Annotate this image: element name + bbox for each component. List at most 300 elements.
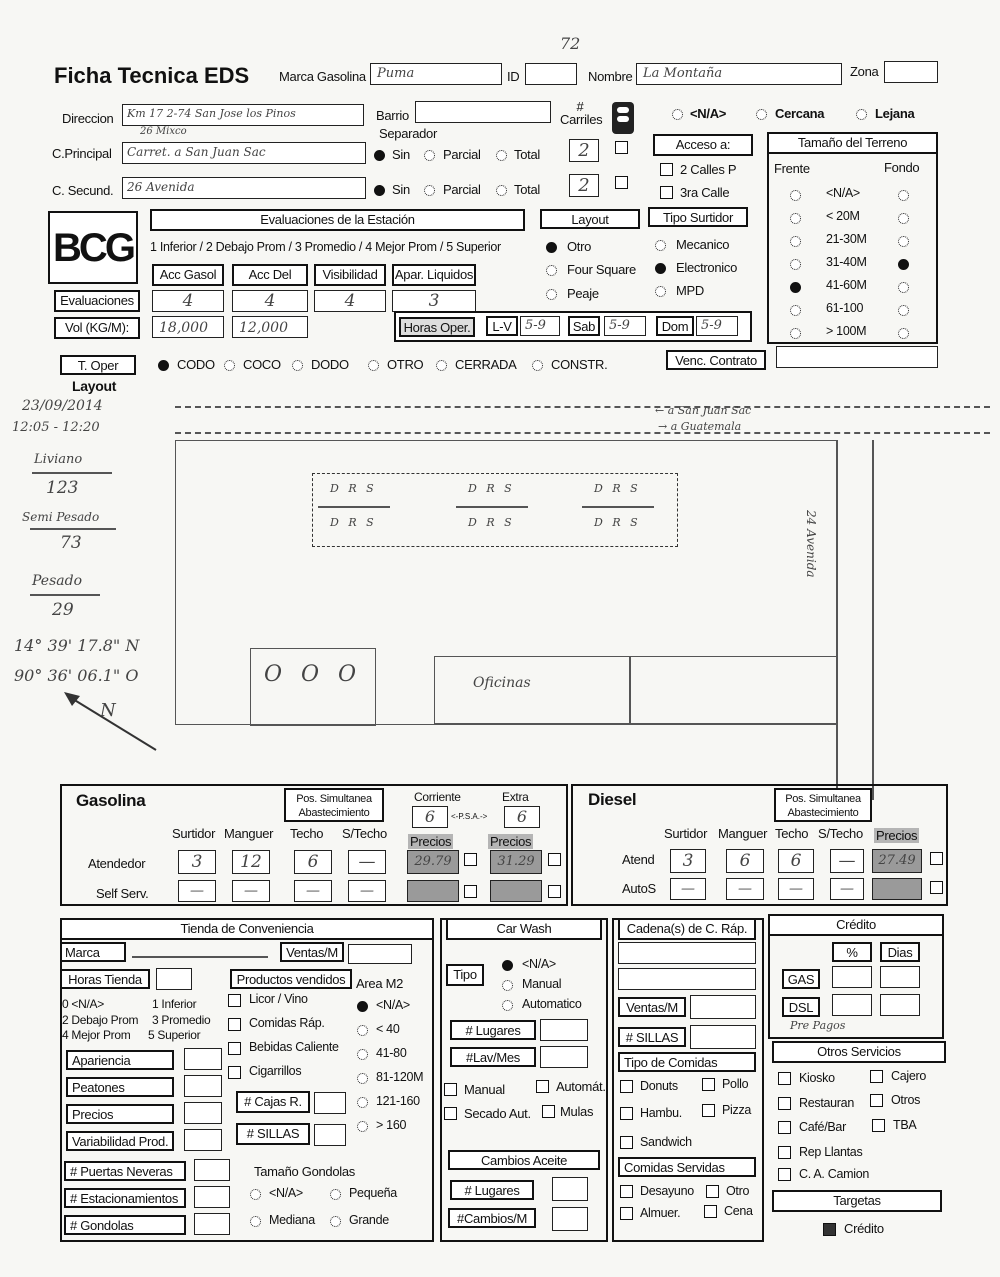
secund-label: C. Secund. [52,183,114,198]
secund-parcial-radio[interactable] [424,185,435,196]
gasolina-atend-label: Atendedor [88,856,146,871]
gasolina-self-value: — [306,883,320,899]
tienda-scale-item: 4 Mejor Prom [62,1028,131,1042]
ubicacion-cercana-radio[interactable] [756,109,767,120]
brand-field[interactable] [370,63,502,85]
diesel-autos-field[interactable] [830,878,864,900]
tienda-area-radio-160[interactable] [357,1121,368,1132]
barrio-label: Barrio [376,108,409,123]
horas-lv-value: 5-9 [525,318,546,333]
gasolina-col-header: Precios [490,834,532,849]
carwash-secado-label: Secado Aut. [464,1106,531,1121]
servida-label: Almuer. [640,1206,681,1220]
tienda-area-radio-40[interactable] [357,1025,368,1036]
toper-radio-cerrada[interactable] [436,360,447,371]
diesel-col-header: Surtidor [664,826,708,841]
tienda-area-label: <N/A> [376,998,410,1012]
principal-traffic-light-checkbox[interactable] [615,141,628,154]
carwash-mulas-checkbox[interactable] [542,1105,555,1118]
acceso-2calles-checkbox[interactable] [660,163,673,176]
gasolina-self-field[interactable] [178,880,216,902]
carwash-lav-field[interactable] [540,1046,588,1068]
layout-four-label: Four Square [567,262,636,277]
sketch-liviano-count: 123 [46,478,79,498]
secund-value: 26 Avenida [127,180,195,194]
tienda-cajas-field[interactable] [314,1092,346,1114]
ubicacion-lejana-radio[interactable] [856,109,867,120]
fondo-radio-41-60m[interactable] [898,282,909,293]
venc-contrato-field[interactable] [776,346,938,368]
gasolina-atend-value: 12 [240,852,262,872]
carwash-secado-checkbox[interactable] [444,1107,457,1120]
toper-label: T. Oper [60,355,136,375]
credito-dsl-label: DSL [782,997,820,1017]
zone-field[interactable] [884,61,938,83]
secund-parcial-label: Parcial [443,182,481,197]
acceso-header: Acceso a: [653,134,753,156]
tienda-eval-field[interactable] [184,1129,222,1151]
carwash-lav-label: #Lav/Mes [450,1047,536,1067]
vol-label: Vol (KG/M): [54,317,140,339]
diesel-col-header: S/Techo [818,826,863,841]
credito-dsl-dias-field[interactable] [880,994,920,1016]
horas-dom-label: Dom [656,316,694,336]
toper-radio-constr[interactable] [532,360,543,371]
diesel-atend-value: 27.49 [878,853,916,868]
cadena-ventas-field[interactable] [690,995,756,1019]
brand-value: Puma [377,66,415,81]
secund-field[interactable] [122,177,366,199]
credito-gas-dias-field[interactable] [880,966,920,988]
terreno-row-label: <N/A> [826,186,860,200]
servicio-label: Otros [891,1093,921,1107]
evaluaciones-row-label: Evaluaciones [54,290,140,312]
servicio-checkbox-restauran[interactable] [778,1097,791,1110]
gasolina-extra-field[interactable] [504,806,540,828]
vol-field[interactable] [152,316,224,338]
servida-checkbox-otro[interactable] [706,1185,719,1198]
diesel-col-header: Manguer [718,826,768,841]
tienda-eval-field[interactable] [184,1102,222,1124]
aceite-cambios-field[interactable] [552,1207,588,1231]
surtidor-electronico-radio[interactable] [655,263,666,274]
tienda-eval-label: Variabilidad Prod. [66,1131,174,1151]
eval-score-field[interactable] [314,290,386,312]
side-road-label: 24 Avenida [804,510,818,578]
tienda-area-radio-81-120m[interactable] [357,1073,368,1084]
toper-radio-otro[interactable] [368,360,379,371]
cadena-name-field-1[interactable] [618,942,756,964]
carwash-lugares-field[interactable] [540,1019,588,1041]
fondo-radio-n-a[interactable] [898,190,909,201]
ubicacion-na-radio[interactable] [672,109,683,120]
secund-lanes-field[interactable] [569,174,599,197]
gasolina-corriente-label: Corriente [414,790,461,804]
layout-otro-radio[interactable] [546,242,557,253]
toper-radio-codo[interactable] [158,360,169,371]
gasolina-atend-value: 31.29 [497,854,535,869]
secund-total-radio[interactable] [496,185,507,196]
gasolina-atend-field[interactable] [178,850,216,874]
eval-col-header: Visibilidad [314,264,386,286]
comida-checkbox-pollo[interactable] [702,1078,715,1091]
fondo-radio-61-100[interactable] [898,305,909,316]
layout-four-radio[interactable] [546,265,557,276]
gasolina-pos-header: Pos. Simultanea Abastecimiento [284,788,384,822]
frente-radio-n-a[interactable] [790,190,801,201]
terreno-header: Tamaño del Terreno [767,132,938,154]
tienda-count-field[interactable] [194,1186,230,1208]
sketch-pesado: Pesado [32,573,82,589]
carwash-mulas-label: Mulas [560,1104,594,1119]
carwash-automat-checkbox[interactable] [536,1080,549,1093]
credito-dsl-pct-field[interactable] [832,994,872,1016]
principal-total-radio[interactable] [496,150,507,161]
diesel-autos-value: — [681,881,695,897]
gondola-radio-mediana[interactable] [250,1216,261,1227]
surtidor-electronico-label: Electronico [676,260,738,275]
gasolina-col-header: Techo [290,826,324,841]
comida-checkbox-hambu[interactable] [620,1107,633,1120]
comida-label: Sandwich [640,1135,692,1149]
gasolina-price-checkbox[interactable] [548,853,561,866]
diesel-atend-value: 6 [790,851,802,871]
tienda-scale-item: 5 Superior [148,1028,201,1042]
gasolina-self-price-field[interactable] [490,880,542,902]
eval-score-field[interactable] [152,290,224,312]
bcg-logo-text: BCG [53,226,133,270]
tienda-eval-field[interactable] [184,1048,222,1070]
sketch-semipesado-count: 73 [60,533,82,553]
secund-sin-radio[interactable] [374,185,385,196]
carwash-radio-automatico[interactable] [502,1000,513,1011]
form-title: Ficha Tecnica EDS [54,63,250,88]
eval-score-field[interactable] [232,290,308,312]
name-field[interactable] [636,63,842,85]
tienda-area-radio-n-a[interactable] [357,1001,368,1012]
carwash-automat-label: Automát. [556,1079,606,1094]
diesel-autos-field[interactable] [726,878,764,900]
gasolina-atend-field[interactable] [294,850,332,874]
frente-radio-21-30m[interactable] [790,236,801,247]
ubicacion-cercana-label: Cercana [775,106,825,121]
tienda-count-field[interactable] [194,1159,230,1181]
servida-label: Cena [724,1204,753,1218]
principal-label: C.Principal [52,146,112,161]
tienda-product-checkbox[interactable] [228,1042,241,1055]
tienda-area-radio-41-80[interactable] [357,1049,368,1060]
comida-checkbox-pizza[interactable] [702,1104,715,1117]
id-label: ID [507,69,520,84]
tienda-header: Tienda de Conveniencia [60,918,434,940]
semipesado-underline [30,528,116,530]
tienda-ventas-field[interactable] [348,944,412,964]
toper-radio-dodo[interactable] [292,360,303,371]
diesel-autos-value: — [840,881,854,897]
tienda-count-label: # Puertas Neveras [64,1161,186,1181]
tienda-product-label: Cigarrillos [249,1064,302,1078]
servida-label: Desayuno [640,1184,694,1198]
fondo-radio-21-30m[interactable] [898,236,909,247]
toper-radio-coco[interactable] [224,360,235,371]
gasolina-self-value: — [244,883,258,899]
diesel-autos-field[interactable] [670,878,706,900]
carwash-manual-checkbox[interactable] [444,1083,457,1096]
diesel-atend-value: — [838,851,856,871]
diesel-autos-field[interactable] [778,878,814,900]
gasolina-extra-value: 6 [516,807,528,826]
gasolina-atend-value: 3 [191,852,203,872]
comida-checkbox-sandwich[interactable] [620,1136,633,1149]
servida-checkbox-almuer[interactable] [620,1207,633,1220]
tienda-product-checkbox[interactable] [228,994,241,1007]
fondo-label: Fondo [884,160,920,175]
gondola-radio-grande[interactable] [330,1216,341,1227]
horas-lv-field[interactable] [520,316,560,336]
frente-radio-100m[interactable] [790,328,801,339]
layout-header: Layout [540,209,640,229]
credito-header: Crédito [768,914,944,936]
gasolina-extra-label: Extra [502,790,529,804]
surtidor-mpd-label: MPD [676,283,704,298]
servicio-label: Cajero [891,1069,927,1083]
diesel-atend-field[interactable] [872,849,922,873]
aceite-header: Cambios Aceite [448,1150,600,1170]
office-building [434,656,630,724]
principal-lanes-field[interactable] [569,139,599,162]
diesel-atend-field[interactable] [830,849,864,873]
terreno-row-label: < 20M [826,209,860,223]
aceite-lugares-field[interactable] [552,1177,588,1201]
otros-servicios-header: Otros Servicios [772,1041,946,1063]
servicio-label: Rep Llantas [799,1145,863,1159]
credito-gas-pct-field[interactable] [832,966,872,988]
north-arrow-icon [56,688,166,758]
pump-island [318,506,390,508]
tienda-product-checkbox[interactable] [228,1018,241,1031]
servicio-checkbox-cajero[interactable] [870,1070,883,1083]
pump-label-top: D R S [468,482,515,495]
carwash-radio-n-a[interactable] [502,960,513,971]
psa-label: <-P.S.A.-> [451,812,488,821]
gasolina-col-header: S/Techo [342,826,387,841]
tienda-product-checkbox[interactable] [228,1066,241,1079]
diesel-autos-price-field[interactable] [872,878,922,900]
servicio-checkbox-tba[interactable] [872,1119,885,1132]
servicio-checkbox-otros[interactable] [870,1094,883,1107]
gasolina-self-field[interactable] [348,880,386,902]
aceite-lugares-label: # Lugares [450,1180,534,1200]
diesel-price-checkbox[interactable] [930,852,943,865]
surtidor-mpd-radio[interactable] [655,286,666,297]
tanks-symbols: O O O [263,662,363,687]
pump-label-bottom: D R S [594,516,641,529]
gondola-radio-n-a[interactable] [250,1189,261,1200]
gasolina-price-checkbox[interactable] [464,853,477,866]
tienda-area-label: 121-160 [376,1094,420,1108]
horas-lv-label: L-V [486,316,518,336]
surtidor-header: Tipo Surtidor [648,207,748,227]
office-label: Oficinas [473,675,531,691]
gasolina-price-checkbox[interactable] [548,885,561,898]
address-value: Km 17 2-74 San Jose los Pinos [127,107,296,120]
fondo-radio-31-40m[interactable] [898,259,909,270]
cadena-ventas-label: Ventas/M [618,997,686,1017]
tienda-marca-line [132,956,268,958]
diesel-autos-checkbox[interactable] [930,881,943,894]
toper-option-label: CODO [177,357,215,372]
principal-field[interactable] [122,142,366,164]
address-field[interactable] [122,104,364,126]
tienda-scale-item: 0 <N/A> [62,997,104,1011]
credito-pct-label: % [832,942,872,962]
vol-field[interactable] [232,316,308,338]
surtidor-mecanico-radio[interactable] [655,240,666,251]
tienda-area-radio-121-160[interactable] [357,1097,368,1108]
gasolina-self-value: — [360,883,374,899]
acceso-3ra-label: 3ra Calle [680,185,730,200]
comida-label: Hambu. [640,1106,682,1120]
horas-label: Horas Oper. [399,317,475,337]
pesado-underline [30,594,100,596]
diesel-col-header: Techo [775,826,809,841]
north-label: N [100,700,116,721]
credito-note: Pre Pagos [790,1019,846,1032]
frente-radio-31-40m[interactable] [790,259,801,270]
frente-radio-20m[interactable] [790,213,801,224]
name-value: La Montaña [643,66,723,81]
tienda-product-label: Licor / Vino [249,992,308,1006]
servicio-checkbox-rep-llantas[interactable] [778,1146,791,1159]
traffic-light-icon [612,102,634,134]
acceso-2calles-label: 2 Calles P [680,162,737,177]
servida-checkbox-cena[interactable] [704,1205,717,1218]
horas-sab-label: Sab [568,316,600,336]
terreno-row-label: 41-60M [826,278,867,292]
cadena-name-field-2[interactable] [618,968,756,990]
tienda-eval-label: Precios [66,1104,174,1124]
pump-label-top: D R S [594,482,641,495]
servicio-checkbox-caf-bar[interactable] [778,1121,791,1134]
cadena-sillas-field[interactable] [690,1025,756,1049]
tienda-count-field[interactable] [194,1213,230,1235]
layout-peaje-label: Peaje [567,286,599,301]
tienda-area-label: > 160 [376,1118,407,1132]
sketch-longitude: 90° 36' 06.1" O [14,666,139,685]
fondo-radio-100m[interactable] [898,328,909,339]
servicio-label: Restauran [799,1096,854,1110]
carwash-tipo-label: Tipo [446,964,484,986]
secund-lanes-value: 2 [578,175,590,196]
frente-radio-61-100[interactable] [790,305,801,316]
horas-sab-value: 5-9 [609,318,630,333]
gasolina-self-field[interactable] [294,880,332,902]
horas-sab-field[interactable] [604,316,646,336]
gasolina-atend-field[interactable] [490,850,542,874]
terreno-row-label: 61-100 [826,301,864,315]
comida-label: Pollo [722,1077,749,1091]
eval-score-field[interactable] [392,290,476,312]
gasolina-col-header: Precios [410,834,452,849]
servida-label: Otro [726,1184,750,1198]
tienda-sillas-label: # SILLAS [236,1123,310,1145]
servicio-checkbox-c-a-camion[interactable] [778,1168,791,1181]
diesel-atend-value: 3 [682,851,694,871]
evaluaciones-header: Evaluaciones de la Estación [150,209,525,231]
diesel-atend-value: 6 [739,851,751,871]
principal-parcial-radio[interactable] [424,150,435,161]
name-label: Nombre [588,69,633,84]
gasolina-price-checkbox[interactable] [464,885,477,898]
vol-value: 18,000 [159,320,208,336]
comida-label: Pizza [722,1103,752,1117]
servicio-label: Café/Bar [799,1120,846,1134]
sketch-date: 23/09/2014 [22,398,103,414]
gasolina-atend-field[interactable] [407,850,459,874]
eval-col-header: Acc Gasol [152,264,224,286]
servicio-label: TBA [893,1118,917,1132]
id-field[interactable] [525,63,577,85]
bcg-logo [48,211,138,284]
gasolina-self-field[interactable] [232,880,270,902]
tienda-area-label: 81-120M [376,1070,424,1084]
comida-label: Donuts [640,1079,678,1093]
tienda-sillas-field[interactable] [314,1124,346,1146]
tienda-eval-field[interactable] [184,1075,222,1097]
surtidor-mecanico-label: Mecanico [676,237,730,252]
road-edge-bottom [175,432,990,434]
gasolina-corriente-field[interactable] [412,806,448,828]
gasolina-self-price-field[interactable] [407,880,459,902]
horas-dom-field[interactable] [696,316,738,336]
tienda-marca-label: Marca [60,942,126,962]
servida-checkbox-desayuno[interactable] [620,1185,633,1198]
carwash-radio-manual[interactable] [502,980,513,991]
tienda-area-label: < 40 [376,1022,400,1036]
barrio-field[interactable] [415,101,551,123]
tienda-cajas-label: # Cajas R. [236,1091,310,1113]
diesel-atend-field[interactable] [670,849,706,873]
gondola-option-label: Mediana [269,1213,315,1227]
diesel-atend-field[interactable] [726,849,764,873]
gasolina-col-header: Manguer [224,826,274,841]
servicio-checkbox-kiosko[interactable] [778,1072,791,1085]
layout-peaje-radio[interactable] [546,289,557,300]
diesel-atend-field[interactable] [778,849,814,873]
gondola-radio-peque-a[interactable] [330,1189,341,1200]
acceso-3ra-checkbox[interactable] [660,186,673,199]
secund-traffic-light-checkbox[interactable] [615,176,628,189]
ubicacion-na-label: <N/A> [690,106,727,121]
carwash-lugares-label: # Lugares [450,1020,536,1040]
gasolina-atend-field[interactable] [232,850,270,874]
tienda-scale-item: 2 Debajo Prom [62,1013,139,1027]
gasolina-atend-field[interactable] [348,850,386,874]
tienda-horas-field[interactable] [156,968,192,990]
carwash-option-label: Automatico [522,997,582,1011]
cadena-sillas-label: # SILLAS [618,1027,686,1047]
principal-sin-radio[interactable] [374,150,385,161]
diesel-title: Diesel [588,790,637,809]
fondo-radio-20m[interactable] [898,213,909,224]
carwash-option-label: Manual [522,977,562,991]
targetas-credito-checkbox[interactable] [823,1223,836,1236]
comida-checkbox-donuts[interactable] [620,1080,633,1093]
credito-gas-label: GAS [782,969,820,989]
principal-sin-label: Sin [392,147,410,162]
gasolina-atend-value: 29.79 [414,854,452,869]
frente-radio-41-60m[interactable] [790,282,801,293]
